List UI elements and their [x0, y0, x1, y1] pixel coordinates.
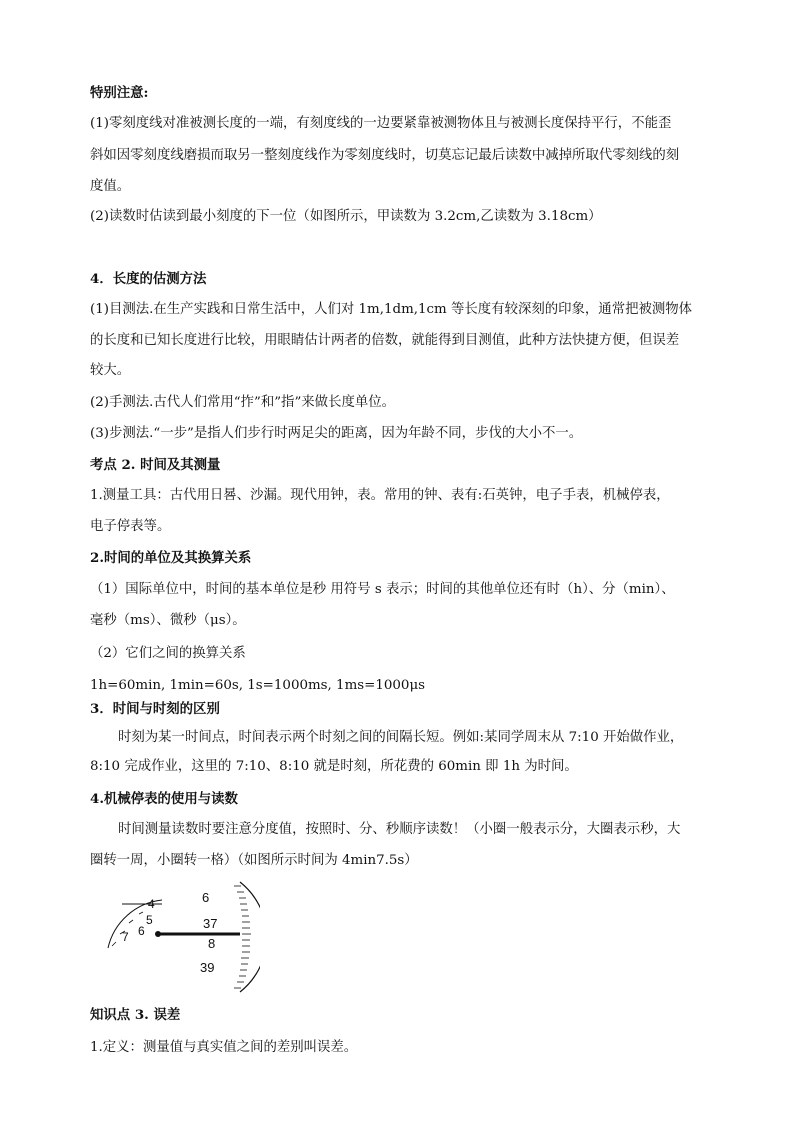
section-length-estimation: 4．长度的估测方法	[90, 271, 207, 287]
topic-2-heading: 考点 2. 时间及其测量	[90, 457, 221, 473]
si-unit-line-2: 毫秒（ms）、微秒（μs）。	[90, 613, 246, 628]
error-definition: 1.定义：测量值与真实值之间的差别叫误差。	[90, 1040, 358, 1055]
knowledge-point-3-heading: 知识点 3. 误差	[90, 1007, 181, 1023]
tools-line-1: 1.测量工具：古代用日晷、沙漏。现代用钟，表。常用的钟、表有:石英钟，电子手表，机械停表，	[90, 488, 670, 503]
stopwatch-pivot	[155, 931, 161, 937]
time-vs-moment-heading: 3．时间与时刻的区别	[90, 701, 220, 717]
large-dial-label: 39	[200, 960, 215, 975]
visual-method-line-2: 的长度和已知长度进行比较，用眼睛估计两者的倍数，就能得到目测值，此种方法快捷方便，但误差	[90, 333, 680, 348]
stopwatch-line-1: 时间测量读数时要注意分度值，按照时、分、秒顺序读数！（小圈一般表示分，大圈表示秒，大	[118, 822, 681, 837]
note-1-line-2: 斜如因零刻度线磨损而取另一整刻度线作为零刻度线时，切莫忘记最后读数中减掉所取代零刻线的刻	[90, 148, 680, 163]
stopwatch-dial-figure	[100, 878, 260, 996]
small-dial-label: 5	[146, 913, 153, 927]
time-vs-moment-line-2: 8:10 完成作业，这里的 7:10、8:10 就是时刻，所花费的 60min 即 1h 为时间。	[90, 759, 578, 774]
conversion-heading: （2）它们之间的换算关系	[90, 646, 246, 661]
note-1-line-1: (1)零刻度线对准被测长度的一端，有刻度线的一边要紧靠被测物体且与被测长度保持平行，不能歪	[90, 116, 672, 131]
tools-line-2: 电子停表等。	[90, 519, 171, 534]
note-1-line-3: 度值。	[90, 179, 131, 194]
large-dial-label: 6	[202, 890, 210, 905]
step-method: (3)步测法.“一步”是指人们步行时两足尖的距离，因为年龄不同，步伐的大小不一。	[90, 426, 583, 441]
note-heading: 特别注意:	[90, 85, 149, 101]
note-2: (2)读数时估读到最小刻度的下一位（如图所示，甲读数为 3.2cm,乙读数为 3.18cm）	[90, 209, 602, 224]
stopwatch-heading: 4.机械停表的使用与读数	[90, 791, 238, 807]
small-dial-label: 4	[148, 897, 155, 911]
small-dial-label: 6	[138, 924, 145, 938]
large-dial-label: 8	[208, 936, 216, 951]
time-units-heading: 2.时间的单位及其换算关系	[90, 550, 252, 566]
si-unit-line-1: （1）国际单位中，时间的基本单位是秒 用符号 s 表示；时间的其他单位还有时（h）、分（min）、	[90, 582, 675, 597]
small-dial-label: 7	[122, 930, 129, 944]
visual-method-line-1: (1)目测法.在生产实践和日常生活中，人们对 1m,1dm,1cm 等长度有较深刻的印象，通常把被测物体	[90, 302, 693, 317]
conversion-formula: 1h=60min, 1min=60s, 1s=1000ms, 1ms=1000μs	[90, 678, 426, 693]
hand-method: (2)手测法.古代人们常用“拃”和”指”来做长度单位。	[90, 395, 396, 410]
large-dial-label: 37	[203, 916, 218, 931]
visual-method-line-3: 较大。	[90, 363, 131, 378]
time-vs-moment-line-1: 时刻为某一时间点，时间表示两个时刻之间的间隔长短。例如:某同学周末从 7:10 开始做作业，	[118, 730, 684, 745]
stopwatch-line-2: 圈转一周，小圈转一格）（如图所示时间为 4min7.5s）	[90, 853, 418, 868]
